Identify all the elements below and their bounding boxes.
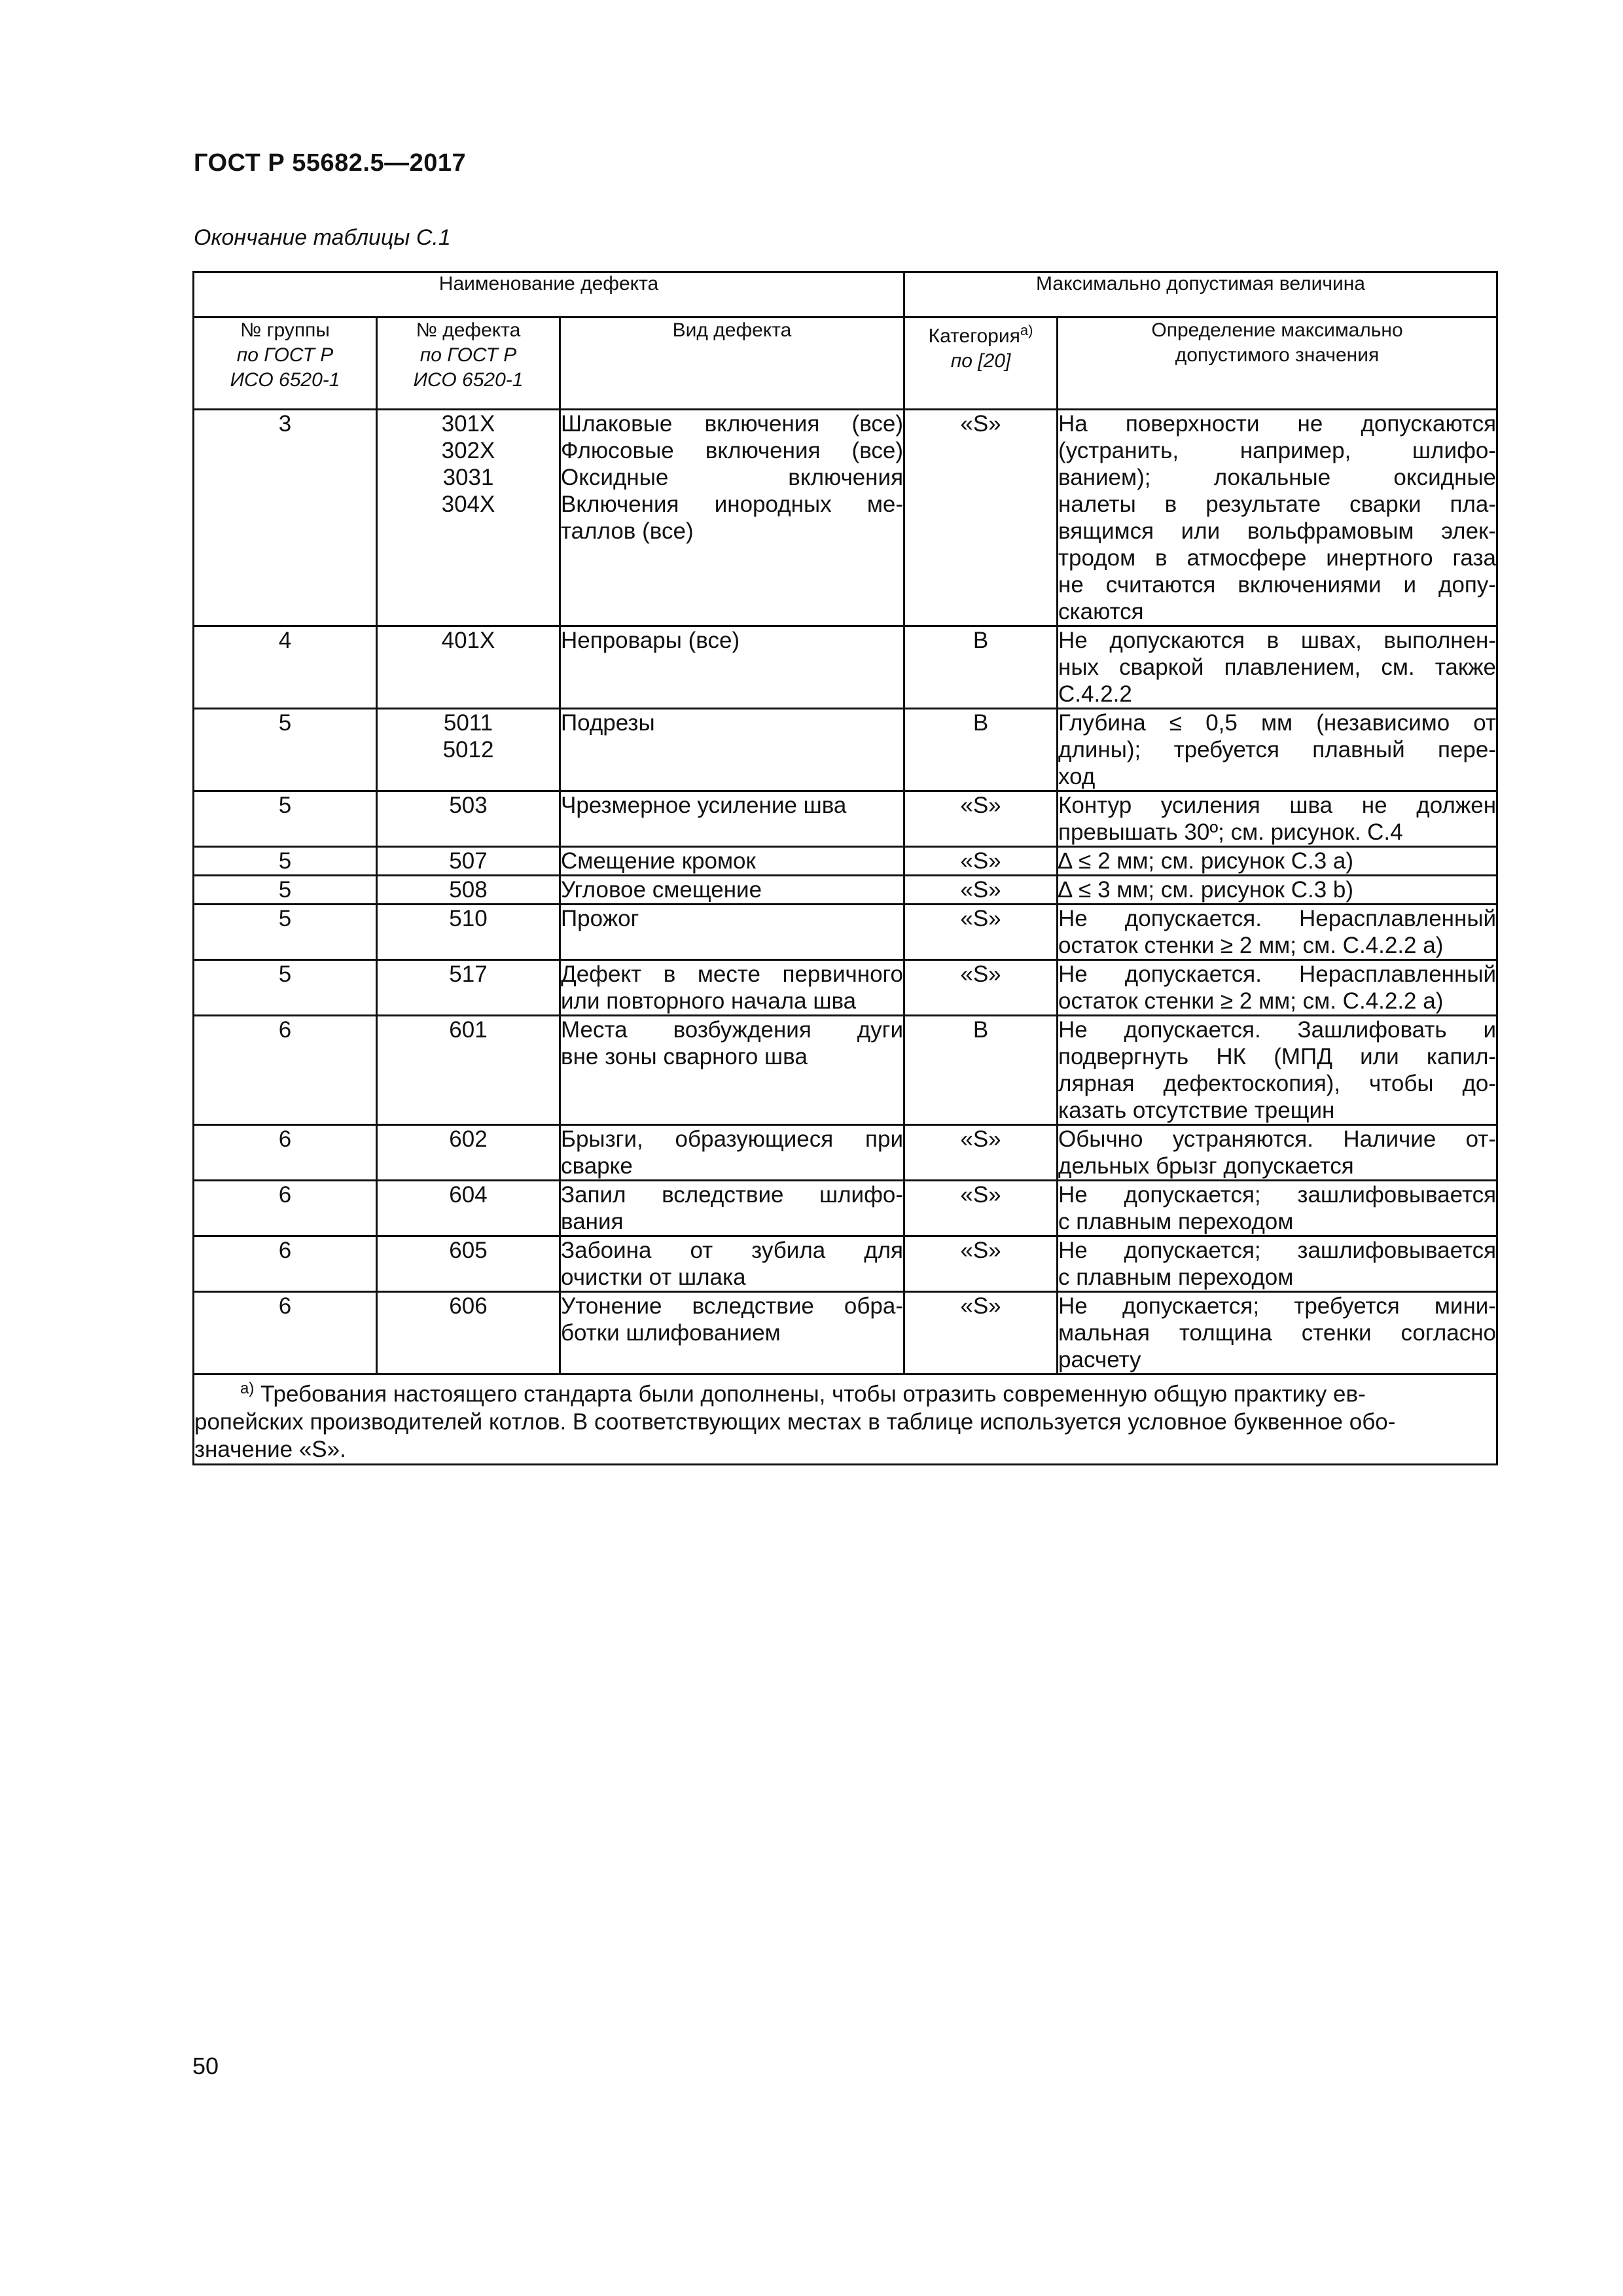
defect-kind-line: вне зоны сварного шва xyxy=(561,1044,808,1069)
header-category-reference: по [20] xyxy=(950,350,1011,372)
category-cell: «S» xyxy=(904,1125,1058,1181)
defect-kind-cell xyxy=(560,709,904,791)
table-row xyxy=(194,1125,1497,1181)
header-category-footnote-marker: а) xyxy=(1020,322,1033,338)
defect-kind-cell xyxy=(560,626,904,709)
defect-number: 507 xyxy=(449,848,488,874)
defect-kind-line: Включения инородных ме- xyxy=(561,492,904,517)
limit-definition-cell xyxy=(1058,960,1497,1016)
limit-definition-line: На поверхности не допускаются xyxy=(1058,411,1497,437)
limit-definition-line: Не допускается; требуется мини- xyxy=(1058,1293,1497,1319)
defect-number-cell xyxy=(377,847,560,876)
group-number-cell: 5 xyxy=(194,791,377,847)
defect-number: 5011 xyxy=(443,710,493,736)
table-body xyxy=(194,410,1497,1374)
limit-definition-line: с плавным переходом xyxy=(1058,1209,1294,1234)
group-number-cell: 5 xyxy=(194,960,377,1016)
limit-definition-line: С.4.2.2 xyxy=(1058,681,1132,707)
group-number-cell: 6 xyxy=(194,1016,377,1125)
limit-definition-line: мальная толщина стенки согласно xyxy=(1058,1320,1497,1346)
page-number: 50 xyxy=(192,2053,219,2079)
defect-kind-line: вания xyxy=(561,1209,624,1234)
defect-number: 605 xyxy=(449,1238,488,1263)
category-cell: B xyxy=(904,1016,1058,1125)
defect-kind-line: Флюсовые включения (все) xyxy=(561,438,904,463)
header-group-number-line3: ИСО 6520-1 xyxy=(230,369,340,391)
limit-definition-line: ход xyxy=(1058,764,1096,789)
limit-definition-line: остаток стенки ≥ 2 мм; см. С.4.2.2 а) xyxy=(1058,933,1444,958)
table-row xyxy=(194,1181,1497,1236)
footnote-line-2: ропейских производителей котлов. В соответствующих местах в таблице используется условное буквенное обо- xyxy=(194,1408,1396,1435)
defect-number: 304X xyxy=(441,492,495,517)
document-number-header: ГОСТ Р 55682.5—2017 xyxy=(194,149,467,177)
limit-definition-cell xyxy=(1058,1292,1497,1374)
table-row xyxy=(194,876,1497,905)
defect-number: 602 xyxy=(449,1126,488,1152)
group-number-cell: 4 xyxy=(194,626,377,709)
group-number-cell: 6 xyxy=(194,1292,377,1374)
defect-number-cell xyxy=(377,905,560,960)
group-number-cell: 3 xyxy=(194,410,377,626)
defect-number: 606 xyxy=(449,1293,488,1319)
limit-definition-line: Глубина ≤ 0,5 мм (независимо от xyxy=(1058,710,1497,736)
defect-kind-line: таллов (все) xyxy=(561,518,694,544)
table-header-row-1 xyxy=(194,272,1497,317)
limit-definition-line: скаются xyxy=(1058,599,1144,624)
defect-number: 604 xyxy=(449,1182,488,1208)
limit-definition-line: казать отсутствие трещин xyxy=(1058,1098,1335,1123)
defect-kind-cell xyxy=(560,1125,904,1181)
limit-definition-line: с плавным переходом xyxy=(1058,1265,1294,1290)
defect-number: 508 xyxy=(449,877,488,903)
limit-definition-line: лярная дефектоскопия), чтобы до- xyxy=(1058,1071,1497,1096)
defect-number-cell xyxy=(377,410,560,626)
limit-definition-cell xyxy=(1058,410,1497,626)
defect-kind-line: Прожог xyxy=(561,906,639,931)
table-header-row-2 xyxy=(194,317,1497,410)
header-defect-kind: Вид дефекта xyxy=(560,317,904,410)
defect-kind-line: Места возбуждения дуги xyxy=(561,1017,904,1043)
limit-definition-cell xyxy=(1058,1125,1497,1181)
limit-definition-line: Не допускается; зашлифовывается xyxy=(1058,1238,1497,1263)
category-cell: «S» xyxy=(904,1236,1058,1292)
group-number-cell: 6 xyxy=(194,1181,377,1236)
header-defect-number-line1: № дефекта xyxy=(416,319,521,341)
header-defect-number-line3: ИСО 6520-1 xyxy=(413,369,524,391)
limit-definition-cell xyxy=(1058,905,1497,960)
table-caption: Окончание таблицы С.1 xyxy=(194,225,451,250)
table-row xyxy=(194,847,1497,876)
group-number-cell: 6 xyxy=(194,1236,377,1292)
limit-definition-line: ∆ ≤ 2 мм; см. рисунок С.3 а) xyxy=(1058,848,1354,874)
limit-definition-line: дельных брызг допускается xyxy=(1058,1153,1354,1179)
footnote-marker: а) xyxy=(240,1380,255,1397)
defect-kind-line: Забоина от зубила для xyxy=(561,1238,904,1263)
defect-kind-line: Шлаковые включения (все) xyxy=(561,411,904,437)
table-row xyxy=(194,709,1497,791)
header-limit-line2: допустимого значения xyxy=(1175,344,1380,366)
limit-definition-line: подвергнуть НК (МПД или капил- xyxy=(1058,1044,1497,1069)
defect-kind-cell xyxy=(560,960,904,1016)
defect-kind-cell xyxy=(560,876,904,905)
group-number-cell: 5 xyxy=(194,709,377,791)
limit-definition-cell xyxy=(1058,791,1497,847)
header-group-number-line1: № группы xyxy=(240,319,330,341)
defect-number-cell xyxy=(377,1181,560,1236)
group-number-cell: 5 xyxy=(194,905,377,960)
header-group-number xyxy=(194,317,377,410)
defect-number: 601 xyxy=(449,1017,488,1043)
defect-number-cell xyxy=(377,876,560,905)
table-row xyxy=(194,410,1497,626)
limit-definition-line: Не допускается; зашлифовывается xyxy=(1058,1182,1497,1208)
defects-table xyxy=(192,271,1498,1465)
defect-kind-line: очистки от шлака xyxy=(561,1265,746,1290)
defect-number-cell xyxy=(377,1292,560,1374)
header-defect-number-line2: по ГОСТ Р xyxy=(419,344,517,366)
group-number-cell: 5 xyxy=(194,876,377,905)
limit-definition-line: Не допускается. Нерасплавленный xyxy=(1058,906,1497,931)
table-row xyxy=(194,1236,1497,1292)
limit-definition-cell xyxy=(1058,847,1497,876)
category-cell: B xyxy=(904,626,1058,709)
header-limit-line1: Определение максимально xyxy=(1151,319,1403,341)
limit-definition-cell xyxy=(1058,876,1497,905)
limit-definition-cell xyxy=(1058,626,1497,709)
limit-definition-line: длины); требуется плавный пере- xyxy=(1058,737,1497,762)
limit-definition-line: не считаются включениями и допу- xyxy=(1058,572,1497,598)
limit-definition-line: ∆ ≤ 3 мм; см. рисунок С.3 b) xyxy=(1058,877,1354,903)
limit-definition-line: Не допускается. Зашлифовать и xyxy=(1058,1017,1497,1043)
defect-number-cell xyxy=(377,626,560,709)
defect-kind-line: Смещение кромок xyxy=(561,848,756,874)
defect-kind-line: Подрезы xyxy=(561,710,655,736)
defect-kind-line: сварке xyxy=(561,1153,633,1179)
defect-kind-cell xyxy=(560,1016,904,1125)
limit-definition-line: Контур усиления шва не должен xyxy=(1058,793,1497,818)
defect-number: 5012 xyxy=(442,737,494,762)
header-category xyxy=(904,317,1058,410)
defect-number: 3031 xyxy=(442,465,494,490)
defect-number-cell xyxy=(377,1125,560,1181)
defect-kind-cell xyxy=(560,791,904,847)
limit-definition-line: тродом в атмосфере инертного газа xyxy=(1058,545,1497,571)
defect-kind-line: Чрезмерное усиление шва xyxy=(561,793,847,818)
defect-kind-line: Угловое смещение xyxy=(561,877,762,903)
category-cell: «S» xyxy=(904,876,1058,905)
defect-kind-line: или повторного начала шва xyxy=(561,988,857,1014)
defect-kind-cell xyxy=(560,1236,904,1292)
table-row xyxy=(194,626,1497,709)
limit-definition-cell xyxy=(1058,709,1497,791)
header-category-label: Категория xyxy=(928,325,1020,347)
defect-number: 510 xyxy=(449,906,488,931)
limit-definition-line: ванием); локальные оксидные xyxy=(1058,465,1497,490)
group-number-cell: 6 xyxy=(194,1125,377,1181)
table-row xyxy=(194,1016,1497,1125)
table-row xyxy=(194,1292,1497,1374)
defect-number: 302X xyxy=(441,438,495,463)
limit-definition-line: превышать 30º; см. рисунок. С.4 xyxy=(1058,819,1403,845)
defect-kind-cell xyxy=(560,1181,904,1236)
category-cell: «S» xyxy=(904,847,1058,876)
defect-kind-line: Брызги, образующиеся при xyxy=(561,1126,904,1152)
table-row xyxy=(194,960,1497,1016)
defect-number: 503 xyxy=(449,793,488,818)
category-cell: B xyxy=(904,709,1058,791)
defect-number: 517 xyxy=(449,961,488,987)
limit-definition-line: ных сваркой плавлением, см. также xyxy=(1058,655,1497,680)
defect-kind-cell xyxy=(560,410,904,626)
limit-definition-cell xyxy=(1058,1236,1497,1292)
defect-number-cell xyxy=(377,960,560,1016)
table-footnote xyxy=(194,1374,1497,1465)
defect-number-cell xyxy=(377,1236,560,1292)
category-cell: «S» xyxy=(904,791,1058,847)
defect-kind-line: Утонение вследствие обра- xyxy=(561,1293,904,1319)
defect-kind-cell xyxy=(560,1292,904,1374)
defect-kind-line: Дефект в месте первичного xyxy=(561,961,904,987)
header-defect-name-group: Наименование дефекта xyxy=(194,272,904,317)
category-cell: «S» xyxy=(904,1292,1058,1374)
table-footnote-row xyxy=(194,1374,1497,1465)
footnote-line-3: значение «S». xyxy=(194,1436,346,1462)
footnote-text-block xyxy=(194,1375,1496,1408)
category-cell: «S» xyxy=(904,1181,1058,1236)
limit-definition-cell xyxy=(1058,1016,1497,1125)
category-cell: «S» xyxy=(904,960,1058,1016)
defect-kind-line: ботки шлифованием xyxy=(561,1320,781,1346)
limit-definition-line: остаток стенки ≥ 2 мм; см. С.4.2.2 а) xyxy=(1058,988,1444,1014)
defect-number-cell xyxy=(377,791,560,847)
defect-number: 401X xyxy=(441,628,495,653)
table-row xyxy=(194,905,1497,960)
defect-number: 301X xyxy=(441,411,495,437)
header-group-number-line2: по ГОСТ Р xyxy=(236,344,334,366)
defect-number-cell xyxy=(377,1016,560,1125)
header-defect-number xyxy=(377,317,560,410)
limit-definition-line: Обычно устраняются. Наличие от- xyxy=(1058,1126,1497,1152)
limit-definition-line: вящимся или вольфрамовым элек- xyxy=(1058,518,1497,544)
header-max-allowed-group: Максимально допустимая величина xyxy=(904,272,1497,317)
defect-kind-line: Оксидные включения xyxy=(561,465,904,490)
table-row xyxy=(194,791,1497,847)
category-cell: «S» xyxy=(904,410,1058,626)
limit-definition-line: налеты в результате сварки пла- xyxy=(1058,492,1497,517)
limit-definition-line: расчету xyxy=(1058,1347,1141,1372)
group-number-cell: 5 xyxy=(194,847,377,876)
limit-definition-line: (устранить, например, шлифо- xyxy=(1058,438,1497,463)
limit-definition-line: Не допускается. Нерасплавленный xyxy=(1058,961,1497,987)
defect-number-cell xyxy=(377,709,560,791)
header-limit-definition xyxy=(1058,317,1497,410)
limit-definition-cell xyxy=(1058,1181,1497,1236)
category-cell: «S» xyxy=(904,905,1058,960)
defect-kind-line: Запил вследствие шлифо- xyxy=(561,1182,904,1208)
defect-kind-cell xyxy=(560,905,904,960)
footnote-line-1: Требования настоящего стандарта были дополнены, чтобы отразить современную общую практику ев- xyxy=(260,1381,1366,1407)
defect-kind-cell xyxy=(560,847,904,876)
limit-definition-line: Не допускаются в швах, выполнен- xyxy=(1058,628,1497,653)
defect-kind-line: Непровары (все) xyxy=(561,628,740,653)
